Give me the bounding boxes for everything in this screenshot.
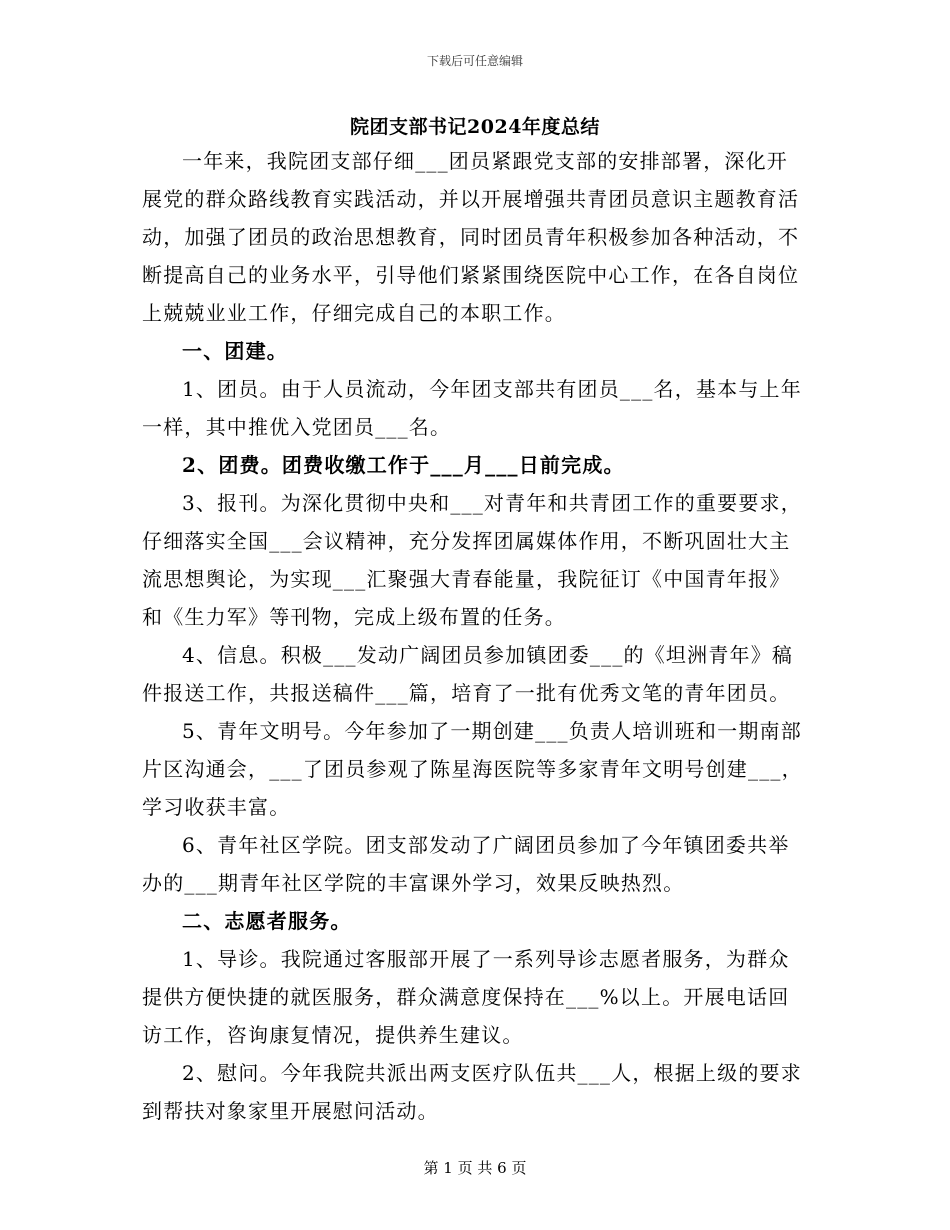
page-header: 下载后可任意编辑 <box>426 54 523 68</box>
paragraph-youth-civilization: 5、青年文明号。今年参加了一期创建___负责人培训班和一期南部片区沟通会，___了团员参观了陈星海医院等多家青年文明号创建___，学习收获丰富。 <box>142 719 803 819</box>
paragraph-condolence: 2、慰问。今年我院共派出两支医疗队伍共___人，根据上级的要求到帮扶对象家里开展慰问活动。 <box>142 1061 802 1123</box>
paragraph-fees: 2、团费。团费收缴工作于___月___日前完成。 <box>182 453 625 477</box>
paragraph-publications: 3、报刊。为深化贯彻中央和___对青年和共青团工作的重要要求，仔细落实全国___会议精神，充分发挥团属媒体作用，不断巩固壮大主流思想舆论，为实现___汇聚强大青春能量，我院征订《中国青年报》和《生力军》等刊物，完成上级布置的任务。 <box>142 491 802 629</box>
page-footer: 第 1 页 共 6 页 <box>423 1159 527 1177</box>
intro-paragraph: 一年来，我院团支部仔细___团员紧跟党支部的安排部署，深化开展党的群众路线教育实践活动，并以开展增强共青团员意识主题教育活动，加强了团员的政治思想教育，同时团员青年积极参加各种活动，不断提高自己的业务水平，引导他们紧紧围绕医院中心工作，在各自岗位上兢兢业业工作，仔细完成自己的本职工作。 <box>142 149 800 325</box>
paragraph-guidance: 1、导诊。我院通过客服部开展了一系列导诊志愿者服务，为群众提供方便快捷的就医服务，群众满意度保持在___%以上。开展电话回访工作，咨询康复情况，提供养生建议。 <box>142 947 790 1047</box>
document-title: 院团支部书记2024年度总结 <box>350 116 600 138</box>
paragraph-information: 4、信息。积极___发动广阔团员参加镇团委___的《坦洲青年》稿件报送工作，共报送稿件___篇，培育了一批有优秀文笔的青年团员。 <box>142 643 794 705</box>
paragraph-community-college: 6、青年社区学院。团支部发动了广阔团员参加了今年镇团委共举办的___期青年社区学院的丰富课外学习，效果反映热烈。 <box>142 833 790 895</box>
document-body <box>142 142 808 1130</box>
section-heading-volunteer: 二、志愿者服务。 <box>182 909 352 933</box>
section-heading-team-building: 一、团建。 <box>182 339 288 363</box>
paragraph-members: 1、团员。由于人员流动，今年团支部共有团员___名，基本与上年一样，其中推优入党团员___名。 <box>142 377 802 439</box>
